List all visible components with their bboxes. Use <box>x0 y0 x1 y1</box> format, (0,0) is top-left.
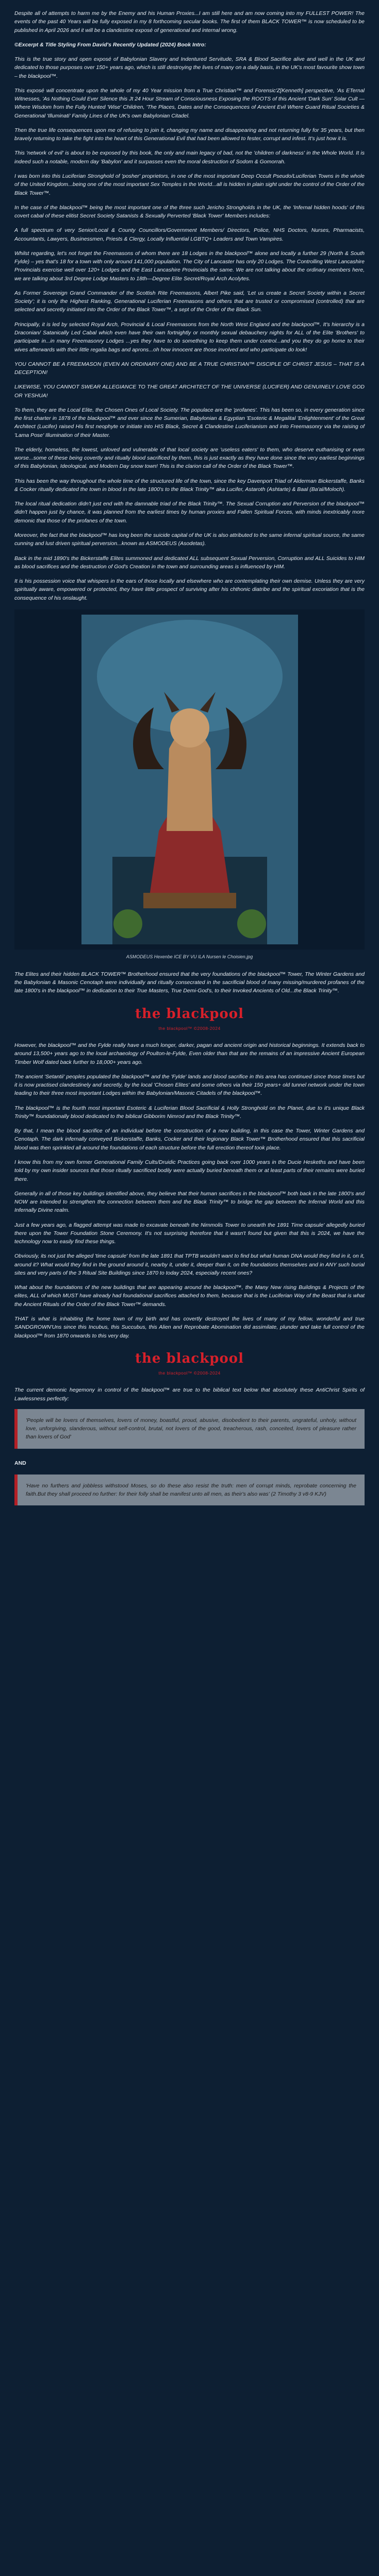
paragraph: Obviously, its not just the alleged 'time capsule' from the late 1891 that TPTB wouldn't want to find but what human DNA would they find in it, on it, around it? What would they find in the ground around it, nearby it, under it, deeper than it, on the foundations themselves and in ANY such burial sites and very parts of the 3 Ritual Site Buildings since 1870 to today 2024, especially recent ones? <box>14 1253 365 1276</box>
paragraph: To them, they are the Local Elite, the Chosen Ones of Local Society. The populace are the 'profanes'. This has been so, in every generation since the first charter in 1878 of the blackpool™ and ever since the Sumerian, Babylonian & Egyptian 'Esoteric & Megalital 'Enlightenment' of the Great Architect (Lucifer) raised His first neophyte or initiate into HIS Black, Secret & Clandestine Luciferianism and into Freemasonry via the raising of 'Lama Pose' Illumination of their Master. <box>14 406 365 438</box>
paragraph: This 'network of evil' is about to be exposed by this book, the only and main legacy of bad, not the 'children of darkness' in the Whole World. It is indeed such a notable, modern day 'Babylon' and it surpasses even the moral destruction of Sodom & Gomorrah. <box>14 150 365 165</box>
image-caption: ASMODEUS Hexenbe ICE BY VU ILA Nursen le Choisien.jpg <box>126 954 253 959</box>
paragraph: As Former Sovereign Grand Commander of the Scottish Rite Freemasons, Albert Pike said, 'Let us create a Secret Society within a Secret Society'; it is only the Highest Ranking, Generational Luciferian Freemasons and others that are trusted or compromised (controlled) that are selected and secretly initiated into the Order of the Black Tower™, a sept of the Order of the Black Sun. <box>14 290 365 313</box>
illustration-frame <box>14 609 365 950</box>
paragraph: Just a few years ago, a flagged attempt was made to excavate beneath the Nimmolis Tower to unearth the 1891 Time capsule' allegedly buried there upon the Tower Foundation Stone Ceremony. It's not surprising therefore that it wasn't found but given that this is 2024, we have the technology now to easily find these things. <box>14 1222 365 1245</box>
brand-title-2: the blackpool <box>135 1350 244 1366</box>
paragraph: I was born into this Luciferian Stronghold of 'posher' proprietors, in one of the most important Deep Occult Pseudo/Luciferian Towns in the whole of the United Kingdom...being one of the most important Sex Temples in the World...all is hidden in plain sight under the control of the Order of the Black Tower™. <box>14 173 365 196</box>
asmodeus-illustration <box>81 615 298 944</box>
brand-subtitle: the blackpool™ ©2008-2024 <box>158 1025 221 1031</box>
brand-block-2 <box>14 1348 365 1377</box>
paragraph: The ancient 'Setantii' peoples populated the blackpool™ and the 'Fylde' lands and blood sacrifice in this area has continued since those times but it is now practised clandestinely and secretly, by the local 'Chosen Elites' and some others via their 150 years+ old tunnel network under the town leading to their three most important Lodges within the Babylonian/Masonic Citadels of the blackpool™. <box>14 1073 365 1097</box>
scripture-quote-1 <box>14 1409 365 1449</box>
paragraph: It is his possession voice that whispers in the ears of those locally and elsewhere who are contemplating their own demise. Unless they are very spiritually aware, empowered or protected, they have little prospect of surviving after his chthonic diatribe and the spiritual excoriation that is the consequence of his onslaught. <box>14 578 365 601</box>
brand-subtitle-2: the blackpool™ ©2008-2024 <box>158 1370 221 1376</box>
paragraph: This exposé will concentrate upon the whole of my 40 Year mission from a True Christian™ and Forensic'Z[Kenneth] perspective, 'As ETernal Witnesses, 'As Nothing Could Ever Silence this Jt 24 Hour Stream of Consciousness Exposing the ROOTS of this Ancient 'Dark Sun' Solar Cult — Where Wisdom from the Fully Hunted 'Wise' Children, 'The Places, Dates and the Consequences of Ancient Evil Where Guard Ritual Societies & Generational 'Illuminati' Family Lines of the UK's own Babylonian Citadel. <box>14 87 365 119</box>
paragraph: However, the blackpool™ and the Fylde really have a much longer, darker, pagan and ancient origin and historical beginnings. It extends back to around 13,500+ years ago to the local archaeology of Poulton-le-Fylde, Even older than that are the remains of an impressive Ancient European Timber Wolf dated back further to 18,000+ years ago. <box>14 1042 365 1065</box>
brand-title: the blackpool <box>135 1006 244 1022</box>
paragraph: This has been the way throughout the whole time of the structured life of the town, since the key Davenport Triad of Alderman Bickerstaffe, Banks & Cocker ritually dedicated the town in blood in the late 1800's to the Black Trinity™ aka Lucifer, Astaroth (Ashtarte) & Baal (Ba'al/Moloch). <box>14 478 365 493</box>
brand-block <box>14 1004 365 1032</box>
paragraph: Then the true life consequences upon me of refusing to join it, changing my name and disappearing and not returning fully for 35 years, but then bravely returning to take the fight into the heart of this Generational Evil that had been allowed to fester, corrupt and infest. It's just how it is. <box>14 127 365 142</box>
paragraph: By that, I mean the blood sacrifice of an individual before the construction of a new building, in this case the Tower, Winter Gardens and Cenotaph. The dark infernally conveyed Bickerstaffe, Banks, Cocker and their legionary Black Tower™ Brotherhood ensured that this sacrificial blood was then sprinkled all around the foundations of each structure before the full erection thereof took place. <box>14 1128 365 1151</box>
paragraph: Generally in all of those key buildings identified above, they believe that their human sacrifices in the blackpool™ both back in the late 1800's and NOW are intended to strengthen the connection between them and the Black Trinity™ to bridge the gap between the Infernal World and this Infernally Divine realm. <box>14 1190 365 1214</box>
paragraph: Whilst regarding, let's not forget the Freemasons of whom there are 18 Lodges in the blackpool™ alone and locally a further 29 (North & South Fylde) – yes that's 18 for a town with only around 141,000 population. The City of Lancaster has only 20 Lodges. The Controlling West Lancashire Provincials exercise well over 120+ Lodges and the East Lancashire Provincials the same. We are not talking about the ordinary members here, we are talking about 3rd Degree Lodge Masters to 18th—Degree Elite Secret/Royal Arch Acolytes. <box>14 250 365 282</box>
paragraph: The local ritual dedication didn't just end with the damnable triad of the Black Trinity™. The Sexual Corruption and Perversion of the blackpool™ didn't happen just by chance, it was planned from the earliest times by human proxies and Fallen Spiritual Forces, with minds inextricably more demonic that those of the profanes of the town. <box>14 501 365 524</box>
paragraph: Back in the mid 1890's the Bickerstaffe Elites summoned and dedicated ALL subsequent Sexual Perversion, Corruption and ALL Suicides to HIM as blood sacrifices and the destruction of God's Creation in the town and surrounding areas is influenced by HIM. <box>14 555 365 570</box>
paragraph: The elderly, homeless, the lowest, unloved and vulnerable of that local society are 'useless eaters' to them, who deserve euthanising or even worse...some of these being covertly and ritually blood sacrificed by them, this is just exactly as they have done since the very earliest beginnings of this Babylonian, Ideological, and Modern Day snow town! This is the clarion call of the Order of the Black Tower™. <box>14 446 365 470</box>
paragraph: In the case of the blackpool™ being the most important one of the three such Jericho Strongholds in the UK, the 'Infernal hidden hoods' of this covert cabal of these elitist Secret Society Satanists & Sexually Perverted 'Black Tower' Members includes: <box>14 204 365 219</box>
and-label: AND <box>14 1460 26 1466</box>
quote-text: 'Have no furthers and jobbless withstood Moses, so do these also resist the truth: men of corrupt minds, reprobate concerning the faith.But they shall proceed no further: for their folly shall be manifest unto all men, as their's also was' (2 Timothy 3 v8-9 KJV) <box>26 1482 356 1498</box>
paragraph: This is the true story and open exposé of Babylonian Slavery and Indentured Servitude, SRA & Blood Sacrifice alive and well in the UK and dedicated to those purposes over 150+ years ago, which is still destroying the lives of many on a daily basis, in the UK's most favourite show town – the blackpool™. <box>14 56 365 79</box>
paragraph: Principally, it is led by selected Royal Arch, Provincial & Local Freemasons from the North West England and the blackpool™. It's hierarchy is a Draconian/ Satanically Led Cabal which even have their own fortnightly or monthly sexual debauchery nights for ALL of the Elite 'Brothers' to participate in...in many Freemasonry Lodges ...yes they have to do something to keep them under control...and you they do go home to their wives afterwards with their little regalia bags and aprons...oh how innocent are those involved and who participate do look! <box>14 321 365 353</box>
paragraph: I know this from my own former Generational Family Cults/Druidic Practices going back over 1000 years in the Ducie Heskeths and have been told by my own insider sources that those ritually sacrificed bodily were actually buried beneath them or at least parts of their remains were buried there. <box>14 1159 365 1182</box>
paragraph: THAT is what is inhabiting the home town of my birth and has covertly destroyed the lives of many of my fellow, wonderful and true SANDGROWN'Uns since this Incubus, this Succubus, this Alien and Reprobate Abomination did assimilate, plunder and take full control of the blackpool™ from 1870 onwards to this very day. <box>14 1315 365 1339</box>
caps-paragraph: LIKEWISE, YOU CANNOT SWEAR ALLEGIANCE TO THE GREAT ARCHITECT OF THE UNIVERSE (LUCIFER) AND GENUINELY LOVE GOD OR YESHUA! <box>14 384 365 399</box>
quote-text: 'People will be lovers of themselves, lovers of money, boastful, proud, abusive, disobedient to their parents, ungrateful, unholy, without love, unforgiving, slanderous, without self-control, brutal, not lovers of the good, treacherous, rash, conceited, lovers of pleasure rather than lovers of God' <box>26 1417 356 1440</box>
paragraph: What about the foundations of the new buildings that are appearing around the blackpool™, the Many New rising Buildings & Projects of the elites, ALL of which MUST have already had foundational sacrifices attached to them, because that is the Luciferian Way of the Beast that is what the Ancient Rituals of the Order of the Black Tower™ demands. <box>14 1284 365 1308</box>
caps-paragraph: YOU CANNOT BE A FREEMASON (EVEN AN ORDINARY ONE) AND BE A TRUE CHRISTIAN™ DISCIPLE OF CHRIST JESUS – THAT IS A DECEPTION! <box>14 361 365 376</box>
excerpt-heading: ©Excerpt & Title Styling From David's Recently Updated (2024) Book Intro: <box>14 41 206 48</box>
illustration-svg <box>81 615 298 944</box>
paragraph: Moreover, the fact that the blackpool™ has long been the suicide capital of the UK is also attributed to the same infernal spiritual source, the same cunning and lust driven spiritual perversion...known as ASMODEUS (Asodetas). <box>14 532 365 547</box>
intro-paragraph: Despite all of attempts to harm me by the Enemy and his Human Proxies...I am still here and am now coming into my FULLEST POWER! The events of the past 40 Years will be fully exposed in my 8 forthcoming secular books. The first of them BLACK TOWER™ is now scheduled to be published in April 2026 and it will be a clandestine exposé of generational and internal wrong. <box>14 10 365 33</box>
paragraph: The current demonic hegemony in control of the blackpool™ are true to the biblical text below that absolutely these AntiChrist Spirits of Lawlessness perfectly: <box>14 1387 365 1402</box>
paragraph: A full spectrum of very Senior/Local & County Councillors/Government Members/ Directors, Police, NHS Doctors, Nurses, Pharmacists, Accountants, Lawyers, Businessmen, Priests & Clergy, Locally Influential LGBTQ+ Leaders and Town Vampires. <box>14 227 365 242</box>
paragraph: The Elites and their hidden BLACK TOWER™ Brotherhood ensured that the very foundations of the blackpool™ Tower, The Winter Gardens and the Babylonian & Masonic Cenotaph were individually and ritually consecrated in the sacrificial blood of many missing/murdered profanes of the late 1800's in the blackpool™ in dedication to their True Masters, True Demi-God's, to their Invoked Ancients of Old...the Black Trinity™. <box>14 971 365 994</box>
paragraph: The blackpool™ is the fourth most important Esoteric & Luciferian Blood Sacrificial & Holly Stronghold on the Planet, due to it's unique Black Trinity™ foundationally blood dedicated to the biblical Gibborim Nimrod and the Black Trinity™. <box>14 1105 365 1120</box>
scripture-quote-2 <box>14 1475 365 1506</box>
